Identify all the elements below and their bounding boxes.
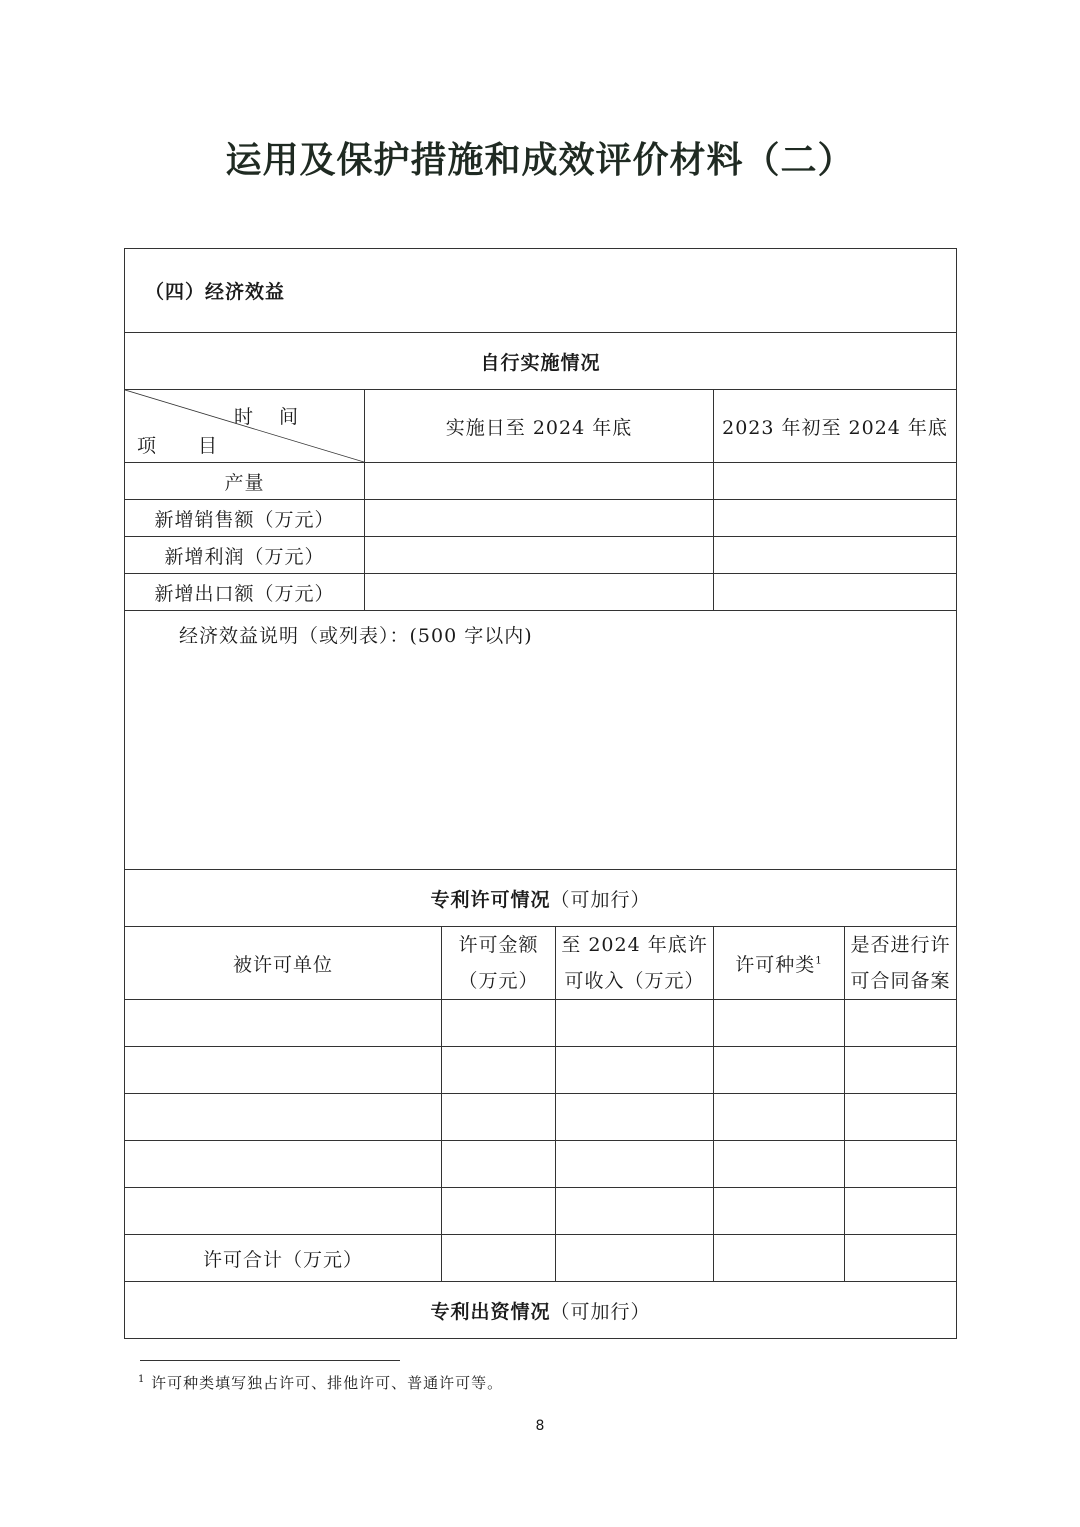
license-cell[interactable]: [714, 1141, 845, 1188]
license-cell[interactable]: [845, 1188, 957, 1235]
diagonal-header-cell: [125, 390, 365, 463]
section-heading: （四）经济效益: [125, 249, 957, 333]
license-cell[interactable]: [845, 1047, 957, 1094]
investment-title-text: 专利出资情况: [430, 1300, 551, 1323]
license-total-cell[interactable]: [845, 1235, 957, 1282]
cell-sales-since[interactable]: [365, 500, 714, 537]
license-cell[interactable]: [442, 1094, 556, 1141]
table-row: [125, 1188, 957, 1235]
col-header-contract-filing: [845, 927, 957, 1000]
license-cell[interactable]: [125, 1000, 442, 1047]
license-cell[interactable]: [714, 1094, 845, 1141]
footnote-mark: 1: [138, 1374, 146, 1385]
license-cell[interactable]: [442, 1141, 556, 1188]
license-title-suffix: （可加行）: [550, 888, 651, 911]
cell-exports-2023[interactable]: [714, 574, 957, 611]
col-header-since-implementation: 实施日至 2024 年底: [365, 390, 714, 463]
license-cell[interactable]: [556, 1094, 714, 1141]
license-cell[interactable]: [125, 1188, 442, 1235]
self-implementation-title: 自行实施情况: [125, 333, 957, 390]
license-cell[interactable]: [125, 1047, 442, 1094]
license-cell[interactable]: [125, 1094, 442, 1141]
row-label-new-profit: 新增利润（万元）: [125, 537, 365, 574]
page-title: 运用及保护措施和成效评价材料（二）: [225, 140, 855, 181]
license-cell[interactable]: [556, 1141, 714, 1188]
contract-filing-line1: 是否进行许: [850, 934, 951, 956]
license-cell[interactable]: [845, 1094, 957, 1141]
cell-output-2023[interactable]: [714, 463, 957, 500]
license-title-text: 专利许可情况: [430, 888, 551, 911]
table-row: [125, 1000, 957, 1047]
cell-sales-2023[interactable]: [714, 500, 957, 537]
license-cell[interactable]: [845, 1141, 957, 1188]
license-amount-line1: 许可金额: [458, 934, 539, 956]
license-total-label: 许可合计（万元）: [125, 1235, 442, 1282]
row-label-new-exports: 新增出口额（万元）: [125, 574, 365, 611]
cell-output-since[interactable]: [365, 463, 714, 500]
form-table: [124, 248, 957, 1339]
page-number: 8: [535, 1418, 545, 1434]
row-label-output: 产量: [125, 463, 365, 500]
footnote: [138, 1372, 503, 1393]
economic-benefit-note-label: 经济效益说明（或列表）：(500 字以内): [179, 625, 533, 647]
cell-profit-2023[interactable]: [714, 537, 957, 574]
license-cell[interactable]: [714, 1188, 845, 1235]
license-cell[interactable]: [442, 1000, 556, 1047]
license-cell[interactable]: [556, 1000, 714, 1047]
investment-title-suffix: （可加行）: [550, 1300, 651, 1323]
economic-benefit-note-area[interactable]: [125, 611, 957, 870]
license-cell[interactable]: [714, 1047, 845, 1094]
license-title: [125, 870, 957, 927]
license-total-cell[interactable]: [714, 1235, 845, 1282]
col-header-license-income: [556, 927, 714, 1000]
license-type-footnote-mark: 1: [815, 955, 823, 967]
header-time-label: 时 间: [233, 406, 308, 428]
col-header-2023-2024: 2023 年初至 2024 年底: [714, 390, 957, 463]
col-header-licensee: 被许可单位: [125, 927, 442, 1000]
license-cell[interactable]: [556, 1188, 714, 1235]
footnote-divider: [140, 1360, 400, 1361]
license-total-cell[interactable]: [556, 1235, 714, 1282]
cell-exports-since[interactable]: [365, 574, 714, 611]
table-row: [125, 1047, 957, 1094]
license-cell[interactable]: [845, 1000, 957, 1047]
license-amount-line2: （万元）: [458, 970, 539, 992]
license-cell[interactable]: [442, 1188, 556, 1235]
license-income-line1: 至 2024 年底许: [561, 934, 708, 956]
table-row: [125, 1141, 957, 1188]
header-item-label: 项 目: [137, 435, 236, 457]
footnote-text: 许可种类填写独占许可、排他许可、普通许可等。: [151, 1374, 504, 1392]
col-header-license-amount: [442, 927, 556, 1000]
license-cell[interactable]: [125, 1141, 442, 1188]
license-cell[interactable]: [556, 1047, 714, 1094]
cell-profit-since[interactable]: [365, 537, 714, 574]
row-label-new-sales: 新增销售额（万元）: [125, 500, 365, 537]
col-header-license-type: [714, 927, 845, 1000]
license-cell[interactable]: [442, 1047, 556, 1094]
license-type-label: 许可种类: [735, 953, 816, 976]
license-cell[interactable]: [714, 1000, 845, 1047]
contract-filing-line2: 可合同备案: [850, 970, 951, 992]
investment-title: [125, 1282, 957, 1339]
table-row: [125, 1094, 957, 1141]
license-income-line2: 可收入（万元）: [564, 970, 705, 992]
license-total-cell[interactable]: [442, 1235, 556, 1282]
